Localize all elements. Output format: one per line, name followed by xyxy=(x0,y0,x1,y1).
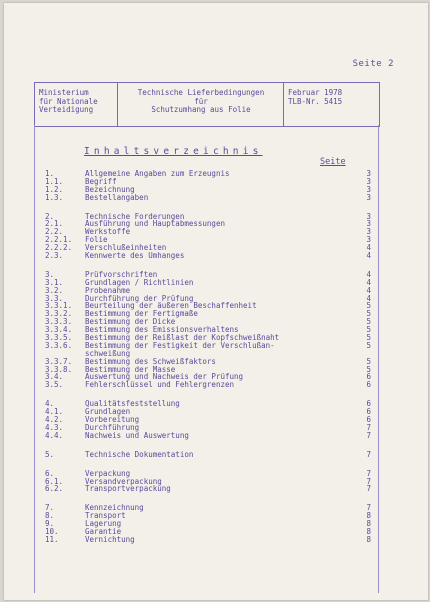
toc-entry-title: Bezeichnung xyxy=(85,184,135,194)
toc-entry-title: Grundlagen / Richtlinien xyxy=(85,277,194,287)
toc-entry-page: 8 xyxy=(366,511,371,521)
header-title xyxy=(117,83,283,126)
toc-entry-number: 3.3.6. xyxy=(45,340,73,350)
toc-entry-title: Bestimmung der Masse xyxy=(85,364,176,374)
toc-entry-number: 4.1. xyxy=(45,407,64,417)
toc-entry-number: 3.3.5. xyxy=(45,333,73,343)
toc-entry-page: 6 xyxy=(366,407,371,417)
toc-entry-title: Durchführung xyxy=(85,422,140,432)
toc-entry-page: 8 xyxy=(366,519,371,529)
toc-entry-number: 6. xyxy=(45,468,55,478)
toc-entry xyxy=(45,381,371,389)
toc-entry-page: 3 xyxy=(366,184,371,194)
toc-entry-number: 7. xyxy=(45,503,55,513)
toc-entry-page: 4 xyxy=(366,269,371,279)
toc-entry-page: 3 xyxy=(366,192,371,202)
toc-entry-title: Durchführung der Prüfung xyxy=(85,293,194,303)
toc-entry-number: 3.5. xyxy=(45,380,64,390)
toc-entry-title: Begriff xyxy=(85,176,117,186)
toc-entry-title: Prüfvorschriften xyxy=(85,269,158,279)
toc-entry-title: Bestimmung des Emissionsverhaltens xyxy=(85,325,239,335)
toc-entry-page: 7 xyxy=(366,422,371,432)
toc-entry-title: Bestimmung der Reißlast der Kopfschweißnaht xyxy=(85,333,280,343)
toc-entry-page: 7 xyxy=(366,484,371,494)
toc-entry-number: 2.1. xyxy=(45,219,64,229)
toc-entry-number: 1. xyxy=(45,169,55,178)
toc-entry xyxy=(45,432,371,440)
header-organization xyxy=(35,83,117,126)
toc-entry-number: 4.3. xyxy=(45,422,64,432)
toc-entry-number: 10. xyxy=(45,526,59,536)
toc-entry-page: 7 xyxy=(366,503,371,513)
toc-entry-title: Vernichtung xyxy=(85,534,135,544)
toc-entry-page: 5 xyxy=(366,333,371,343)
toc-entry-page: 6 xyxy=(366,415,371,425)
toc-entry-number: 3.2. xyxy=(45,285,64,295)
toc-entry-number: 1.1. xyxy=(45,176,64,186)
org-line: Ministerium xyxy=(39,88,89,97)
toc-entry-number: 2.2.2. xyxy=(45,243,73,253)
toc-entry-title: Nachweis und Auswertung xyxy=(85,430,189,440)
toc-entry-number: 4.4. xyxy=(45,430,64,440)
toc-entry-page: 8 xyxy=(366,534,371,544)
toc-entry-number: 3.3.7. xyxy=(45,356,73,366)
toc-entry-number: 2.2.1. xyxy=(45,235,73,245)
toc-entry-title: Folie xyxy=(85,235,108,245)
title-line: für xyxy=(194,96,208,106)
title-line: Technische Lieferbedingungen xyxy=(137,88,265,97)
toc-entry-title: Kennzeichnung xyxy=(85,503,144,513)
toc-entry-title: Beurteilung der äußeren Beschaffenheit xyxy=(85,301,257,311)
toc-entry-title: Kennwerte des Umhanges xyxy=(85,251,185,261)
toc-entry xyxy=(45,485,371,493)
toc-entry-title: Grundlagen xyxy=(85,407,131,417)
toc-entry-page: 4 xyxy=(366,243,371,253)
toc-entry-number: 3.4. xyxy=(45,372,64,382)
toc-entry-number: 3.1. xyxy=(45,277,64,287)
toc-entry-number: 6.2. xyxy=(45,484,64,494)
toc-entry-number: 4. xyxy=(45,399,55,409)
toc-entry-page: 4 xyxy=(366,285,371,295)
toc-heading: Inhaltsverzeichnis xyxy=(84,146,263,157)
toc-entry-title: Technische Dokumentation xyxy=(85,449,194,459)
header-table xyxy=(34,82,380,127)
toc-entry-page: 7 xyxy=(366,468,371,478)
toc-entry-page: 3 xyxy=(366,235,371,245)
toc-entry-title: Bestimmung der Fertigmaße xyxy=(85,309,198,319)
toc-entry-title: schweißung xyxy=(85,348,131,358)
toc-entry xyxy=(45,451,371,459)
toc-entry-page: 5 xyxy=(366,325,371,335)
toc-entry-title: Fehlerschlüssel und Fehlergrenzen xyxy=(85,380,235,390)
toc-entry-title: Bestimmung des Schweißfaktors xyxy=(85,356,216,366)
toc-entry-page: 8 xyxy=(366,526,371,536)
toc-entry-number: 11. xyxy=(45,534,59,544)
toc-entry-title: Bestellangaben xyxy=(85,192,149,202)
toc-entry-title: Transportverpackung xyxy=(85,484,171,494)
toc-entry-number: 5. xyxy=(45,449,55,459)
toc-entry-title: Ausführung und Hauptabmessungen xyxy=(85,219,225,229)
toc-entry-page: 6 xyxy=(366,372,371,382)
toc-entry-page: 6 xyxy=(366,399,371,409)
toc-entry-page: 3 xyxy=(366,227,371,237)
toc-entry-number: 1.3. xyxy=(45,192,64,202)
toc-entry-title: Probenahme xyxy=(85,285,131,295)
header-meta xyxy=(283,83,379,126)
toc-entry-number: 2. xyxy=(45,211,55,221)
toc-entry-page: 5 xyxy=(366,356,371,366)
toc-entry-title: Qualitätsfeststellung xyxy=(85,399,180,409)
toc-entry-number: 6.1. xyxy=(45,476,64,486)
toc-group-gap xyxy=(45,202,371,213)
toc-entry-title: Vorbereitung xyxy=(85,415,140,425)
toc-entry-title: Werkstoffe xyxy=(85,227,131,237)
toc-entry-number: 9. xyxy=(45,519,55,529)
toc-entry-page: 3 xyxy=(366,219,371,229)
toc-entry-page: 4 xyxy=(366,251,371,261)
page-number-label: Seite 2 xyxy=(352,59,394,69)
toc-entry-page: 5 xyxy=(366,309,371,319)
toc-entry-number: 3.3.8. xyxy=(45,364,73,374)
toc-entry-page: 5 xyxy=(366,364,371,374)
document-page xyxy=(4,3,428,600)
toc-entry-title: Auswertung und Nachweis der Prüfung xyxy=(85,372,244,382)
toc-entry-number: 4.2. xyxy=(45,415,64,425)
toc-entry-title: Bestimmung der Dicke xyxy=(85,317,176,327)
toc-entry-page: 3 xyxy=(366,211,371,221)
header-tlb-number: TLB-Nr. 5415 xyxy=(288,96,343,106)
right-border-line xyxy=(378,125,379,593)
org-line: Verteidigung xyxy=(39,105,94,114)
toc-entry-title: Versandverpackung xyxy=(85,476,162,486)
toc-entry-page: 7 xyxy=(366,449,371,459)
toc-entry-title: Lagerung xyxy=(85,519,122,529)
toc-entry-page: 5 xyxy=(366,317,371,327)
title-line: Schutzumhang aus Folie xyxy=(151,105,251,114)
toc-entry-number: 8. xyxy=(45,511,55,521)
toc-entry-number: 2.3. xyxy=(45,251,64,261)
left-border-line xyxy=(34,125,35,593)
toc-entry-title: Allgemeine Angaben zum Erzeugnis xyxy=(85,169,230,178)
toc-entry-page: 3 xyxy=(366,176,371,186)
toc-entry-number: 3.3.4. xyxy=(45,325,73,335)
toc-entry-title: Verpackung xyxy=(85,468,131,478)
toc-entry-page: 7 xyxy=(366,430,371,440)
toc-entry-number: 3.3.1. xyxy=(45,301,73,311)
toc-entry-number: 3. xyxy=(45,269,55,279)
toc-entry-page: 6 xyxy=(366,380,371,390)
toc-entry-title: Transport xyxy=(85,511,126,521)
toc-entry-title: Garantie xyxy=(85,526,122,536)
toc-entry-page: 5 xyxy=(366,301,371,311)
toc-entry xyxy=(45,536,371,544)
toc-group-gap xyxy=(45,459,371,470)
toc-entry-page: 7 xyxy=(366,476,371,486)
toc-entry-page: 4 xyxy=(366,277,371,287)
toc-entry xyxy=(45,252,371,260)
toc-entry xyxy=(45,194,371,202)
toc-entry-number: 3.3. xyxy=(45,293,64,303)
toc-entry-page: 5 xyxy=(366,340,371,350)
toc-entry-page: 4 xyxy=(366,293,371,303)
org-line: für Nationale xyxy=(39,96,98,106)
toc-entry-title: Bestimmung der Festigkeit der Verschlußan- xyxy=(85,340,275,350)
toc-entry-title: Verschlußeinheiten xyxy=(85,243,167,253)
toc-entry-number: 2.2. xyxy=(45,227,64,237)
toc-entry-number: 3.3.3. xyxy=(45,317,73,327)
toc-entry-number: 3.3.2. xyxy=(45,309,73,319)
toc-page-column-header: Seite xyxy=(320,157,346,167)
table-of-contents xyxy=(45,170,371,544)
toc-entry-title: Technische Forderungen xyxy=(85,211,185,221)
header-date: Februar 1978 xyxy=(288,88,343,97)
toc-entry-number: 1.2. xyxy=(45,184,64,194)
toc-entry-page: 3 xyxy=(366,169,371,178)
